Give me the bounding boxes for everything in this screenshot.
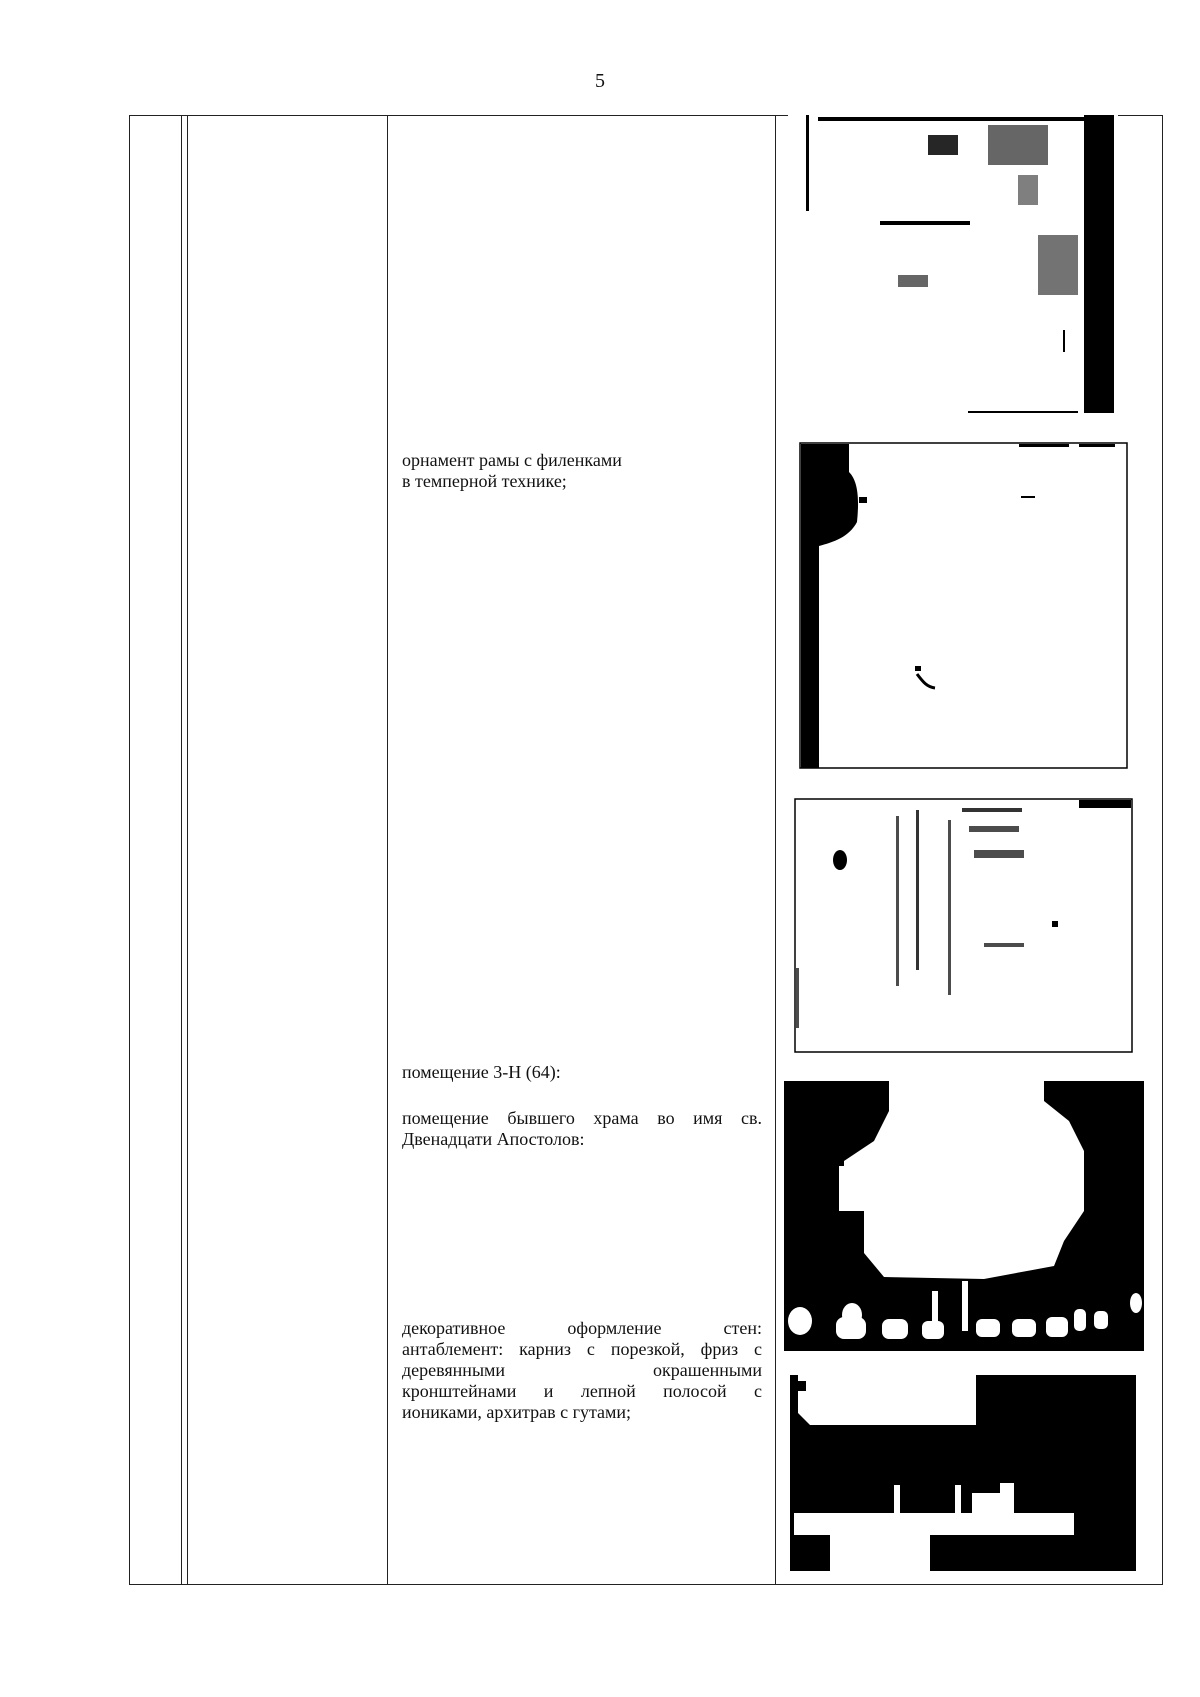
photo-3	[794, 798, 1134, 1054]
page-number: 5	[595, 70, 605, 92]
entry-room-3n: помещение 3-Н (64):	[402, 1062, 561, 1082]
photo-2	[799, 442, 1129, 770]
column-divider-2	[187, 115, 188, 1585]
entry-ornament: орнамент рамы с филенками в темперной технике;	[402, 450, 622, 491]
column-divider-3	[387, 115, 388, 1585]
column-divider-4	[775, 115, 776, 1585]
decoration-line-2: антаблемент: карниз с порезкой, фриз с	[402, 1339, 762, 1359]
decoration-line-5: иониками, архитрав с гутами;	[402, 1402, 632, 1422]
entry-wall-decoration	[402, 1318, 762, 1423]
decoration-line-1: декоративное оформление стен:	[402, 1318, 762, 1338]
entry-church-room: помещение бывшего храма во имя св. Двенадцати Апостолов:	[402, 1108, 762, 1149]
column-divider-1	[181, 115, 182, 1585]
photo-4	[784, 1081, 1144, 1351]
photo-5	[790, 1375, 1136, 1571]
decoration-line-3: деревянными окрашенными	[402, 1360, 762, 1380]
photo-1	[788, 115, 1118, 417]
decoration-line-4: кронштейнами и лепной полосой с	[402, 1381, 762, 1401]
